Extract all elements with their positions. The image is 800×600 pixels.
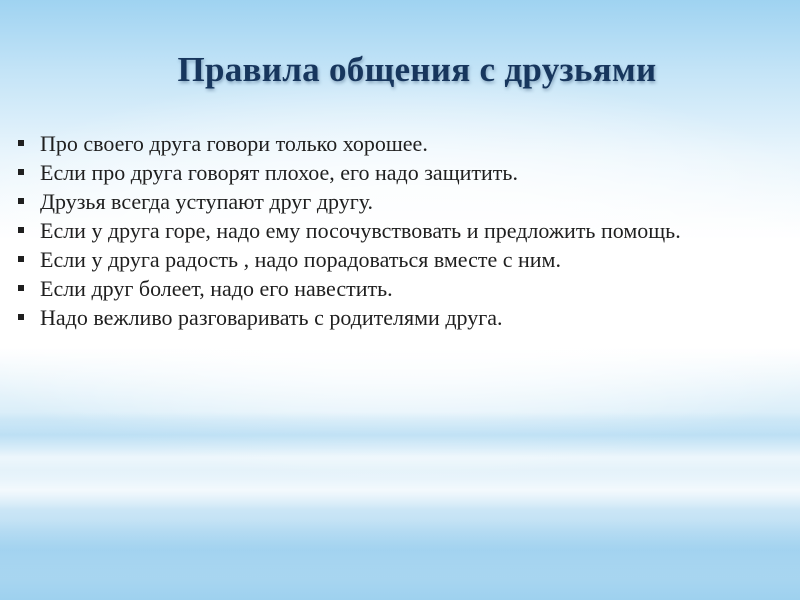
rule-text: Друзья всегда уступают друг другу. [40, 189, 374, 214]
square-bullet-icon [18, 285, 24, 291]
list-item [18, 158, 778, 187]
list-item [18, 129, 778, 158]
rule-text: Если у друга горе, надо ему посочувствовать и предложить помощь. [40, 218, 681, 243]
rule-text: Если друг болеет, надо его навестить. [40, 276, 393, 301]
background-band [0, 470, 800, 510]
background-band [0, 412, 800, 458]
slide-title: Правила общения с друзьями [177, 50, 657, 89]
list-item [18, 303, 778, 332]
rule-text: Про своего друга говори только хорошее. [40, 131, 428, 156]
square-bullet-icon [18, 140, 24, 146]
background-band [0, 520, 800, 580]
square-bullet-icon [18, 227, 24, 233]
list-item [18, 245, 778, 274]
rule-text: Если про друга говорят плохое, его надо защитить. [40, 160, 518, 185]
square-bullet-icon [18, 314, 24, 320]
square-bullet-icon [18, 256, 24, 262]
list-item [18, 187, 778, 216]
rule-text: Надо вежливо разговаривать с родителями друга. [40, 305, 503, 330]
rule-text: Если у друга радость , надо порадоваться вместе с ним. [40, 247, 561, 272]
rules-list [18, 129, 778, 332]
list-item [18, 274, 778, 303]
square-bullet-icon [18, 198, 24, 204]
list-item [18, 216, 778, 245]
square-bullet-icon [18, 169, 24, 175]
